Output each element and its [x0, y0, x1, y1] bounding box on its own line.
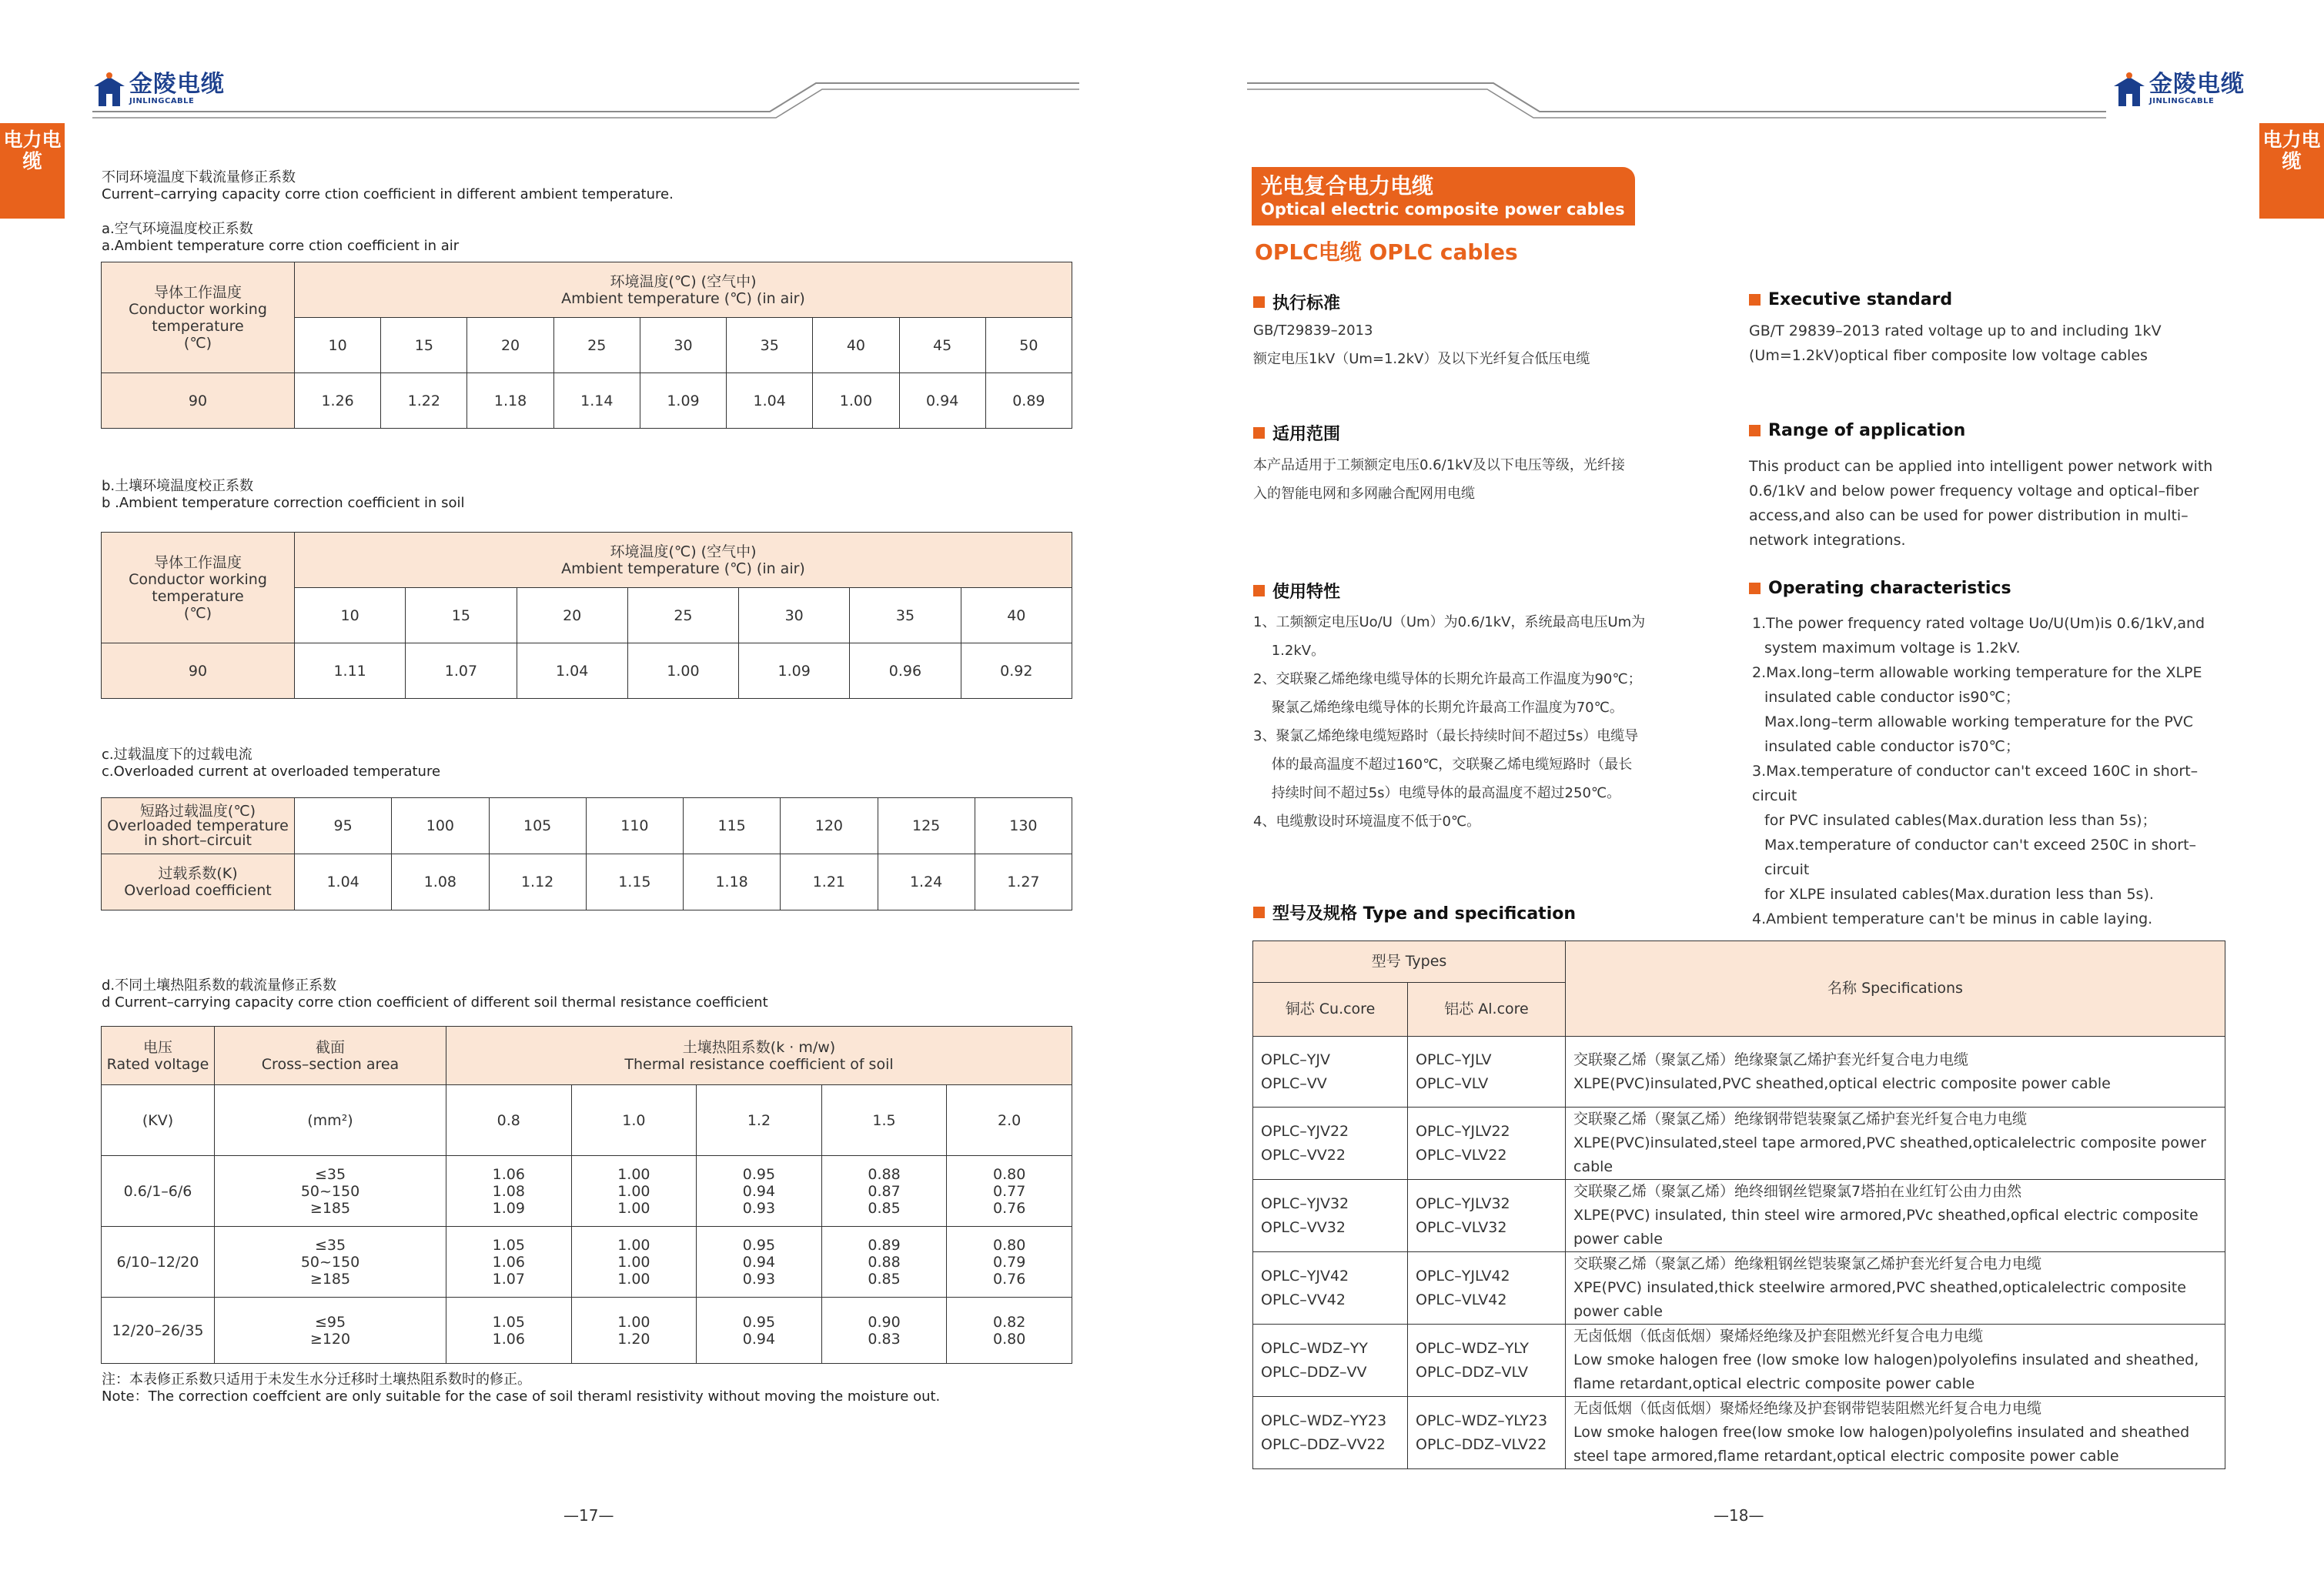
table-a-row-label: 90	[102, 373, 295, 429]
spec-table	[1252, 941, 2225, 1469]
brand-name-cn: 金陵电缆	[129, 71, 225, 98]
page-number-right: —18—	[1714, 1506, 1764, 1525]
note-cn: 注：本表修正系数只适用于未发生水分迁移时土壤热阻系数时的修正。	[102, 1372, 531, 1388]
table-d-sections: ≤35 50~150 ≥185	[215, 1227, 446, 1298]
range-heading-cn: 适用范围	[1253, 421, 1340, 445]
table-b-temp: 20	[517, 588, 627, 643]
table-c-value: 1.12	[489, 854, 586, 910]
brand-name-en: JINLINGCABLE	[2149, 97, 2215, 105]
oper-heading-en: Operating characteristics	[1749, 579, 2011, 598]
oper-heading-cn: 使用特性	[1253, 579, 1340, 603]
table-c-temp: 115	[684, 798, 781, 854]
spec-row	[1253, 1397, 2225, 1469]
table-d-cell: 0.88 0.87 0.85	[821, 1156, 947, 1227]
table-d-voltage: 12/20–26/35	[102, 1298, 215, 1364]
range-heading-en: Range of application	[1749, 421, 1965, 440]
table-b-row-head: 导体工作温度 Conductor working temperature (℃)	[102, 533, 295, 643]
spec-head-cu: 铜芯 Cu.core	[1253, 983, 1408, 1037]
spec-name: 交联聚乙烯（聚氯乙烯）绝缘钢带铠装聚氯乙烯护套光纤复合电力电缆 XLPE(PVC)insulated,steel tape armored,PVC sheathed,opticalelectric composite power cable	[1566, 1108, 2225, 1180]
bullet-square-icon	[1749, 294, 1761, 306]
table-b-temp: 10	[295, 588, 406, 643]
table-a-value: 0.89	[985, 373, 1072, 429]
table-d-cell: 0.89 0.88 0.85	[821, 1227, 947, 1298]
table-d-cell: 1.00 1.00 1.00	[571, 1227, 697, 1298]
table-b-row-label: 90	[102, 643, 295, 699]
bullet-square-icon	[1253, 585, 1265, 596]
spec-head-types: 型号 Types	[1253, 941, 1566, 983]
table-c-value: 1.21	[781, 854, 878, 910]
spec-row	[1253, 1325, 2225, 1397]
table-c-temp: 130	[975, 798, 1072, 854]
table-a	[101, 262, 1072, 429]
spec-cu: OPLC–YJV42 OPLC–VV42	[1253, 1252, 1408, 1325]
table-d	[101, 1026, 1072, 1364]
table-d-head-thermal: 土壤热阻系数(k · m/w) Thermal resistance coefficient of soil	[446, 1027, 1072, 1085]
table-d-caption-en: d Current–carrying capacity corre ction coefficient of different soil thermal resistance coefficient	[102, 994, 768, 1011]
spec-name: 无卤低烟（低卤低烟）聚烯烃绝缘及护套钢带铠装阻燃光纤复合电力电缆 Low smoke halogen free(low smoke low halogen)polyolefins insulated and sheathed steel tape armored,flame retardant,optical electric composite power cable	[1566, 1397, 2225, 1469]
table-b-col-head: 环境温度(℃) (空气中) Ambient temperature (℃) (in air)	[295, 533, 1072, 588]
table-a-caption-cn: a.空气环境温度校正系数	[102, 221, 253, 237]
table-a-temp: 50	[985, 318, 1072, 373]
spec-row	[1253, 1180, 2225, 1252]
side-tab-left: 电力电缆	[0, 123, 65, 219]
header-rule-right	[1247, 71, 2248, 120]
table-a-temp: 15	[381, 318, 467, 373]
table-a-value: 1.18	[467, 373, 553, 429]
spec-cu: OPLC–YJV OPLC–VV	[1253, 1037, 1408, 1108]
table-a-temp: 25	[553, 318, 640, 373]
table-b-value: 0.92	[961, 643, 1072, 699]
note-en: Note：The correction coeffcient are only suitable for the case of soil theraml resistivity without moving the moisture out.	[102, 1388, 941, 1405]
spec-name: 交联聚乙烯（聚氯乙烯）绝缘聚氯乙烯护套光纤复合电力电缆 XLPE(PVC)insulated,PVC sheathed,optical electric composite power cable	[1566, 1037, 2225, 1108]
table-b-temp: 25	[627, 588, 738, 643]
spec-row	[1253, 1108, 2225, 1180]
table-d-thermal-value: 1.0	[571, 1085, 697, 1156]
table-b-temp: 15	[406, 588, 517, 643]
spec-head-al: 铝芯 Al.core	[1408, 983, 1566, 1037]
table-a-value: 1.00	[813, 373, 899, 429]
table-d-row	[102, 1156, 1072, 1227]
table-d-thermal-value: 1.5	[821, 1085, 947, 1156]
bullet-square-icon	[1749, 583, 1761, 594]
intro-caption	[102, 169, 674, 203]
spec-al: OPLC–YJLV32 OPLC–VLV32	[1408, 1180, 1566, 1252]
table-c-temp: 95	[295, 798, 392, 854]
spec-head-name: 名称 Specifications	[1566, 941, 2225, 1037]
table-b-value: 1.07	[406, 643, 517, 699]
bullet-square-icon	[1749, 425, 1761, 436]
table-a-temp: 40	[813, 318, 899, 373]
spec-al: OPLC–WDZ–YLY OPLC–DDZ–VLV	[1408, 1325, 1566, 1397]
spec-al: OPLC–YJLV22 OPLC–VLV22	[1408, 1108, 1566, 1180]
header-rule-left	[0, 71, 1093, 120]
table-c	[101, 797, 1072, 910]
table-d-cell: 0.90 0.83	[821, 1298, 947, 1364]
spec-al: OPLC–WDZ–YLY23 OPLC–DDZ–VLV22	[1408, 1397, 1566, 1469]
range-text-cn: 本产品适用于工频额定电压0.6/1kV及以下电压等级，光纤接 入的智能电网和多网融合配网用电缆	[1253, 457, 1625, 502]
table-d-cell: 1.06 1.08 1.09	[446, 1156, 572, 1227]
table-d-caption-cn: d.不同土壤热阻系数的载流量修正系数	[102, 977, 337, 994]
table-d-unit-voltage: (KV)	[102, 1085, 215, 1156]
spec-row	[1253, 1037, 2225, 1108]
table-a-value: 1.26	[295, 373, 381, 429]
table-a-value: 1.04	[727, 373, 813, 429]
table-d-note	[102, 1370, 940, 1404]
exec-text-cn: GB/T29839–2013 额定电压1kV（Um=1.2kV）及以下光纤复合低压电缆	[1253, 322, 1590, 367]
table-c-value: 1.04	[295, 854, 392, 910]
table-d-head-section: 截面 Cross–section area	[215, 1027, 446, 1085]
table-d-cell: 1.00 1.00 1.00	[571, 1156, 697, 1227]
table-c-caption	[102, 747, 440, 780]
bullet-square-icon	[1253, 296, 1265, 308]
table-a-value: 1.09	[640, 373, 726, 429]
table-d-cell: 0.95 0.94	[697, 1298, 822, 1364]
spec-row	[1253, 1252, 2225, 1325]
table-d-cell: 1.05 1.06 1.07	[446, 1227, 572, 1298]
table-b-value: 1.00	[627, 643, 738, 699]
table-a-value: 0.94	[899, 373, 985, 429]
table-b-value: 1.09	[739, 643, 850, 699]
title-underline	[1252, 224, 1635, 226]
table-c-temp: 120	[781, 798, 878, 854]
brand-name-cn: 金陵电缆	[2149, 71, 2245, 98]
table-b-value: 0.96	[850, 643, 961, 699]
table-c-temp: 105	[489, 798, 586, 854]
table-c-caption-en: c.Overloaded current at overloaded temperature	[102, 763, 441, 780]
table-d-caption	[102, 977, 768, 1011]
table-d-unit-section: (mm²)	[215, 1085, 446, 1156]
spec-cu: OPLC–YJV22 OPLC–VV22	[1253, 1108, 1408, 1180]
table-b-temp: 30	[739, 588, 850, 643]
table-a-value: 1.22	[381, 373, 467, 429]
exec-heading-en: Executive standard	[1749, 290, 1952, 309]
table-d-sections: ≤95 ≥120	[215, 1298, 446, 1364]
bullet-square-icon	[1253, 907, 1265, 918]
table-a-value: 1.14	[553, 373, 640, 429]
table-a-caption	[102, 221, 459, 255]
table-d-row	[102, 1298, 1072, 1364]
spec-heading: 型号及规格 Type and specification	[1253, 900, 1576, 924]
table-c-value: 1.27	[975, 854, 1072, 910]
section-title-cn: 光电复合电力电缆	[1261, 173, 1434, 199]
spec-al: OPLC–YJLV42 OPLC–VLV42	[1408, 1252, 1566, 1325]
table-a-caption-en: a.Ambient temperature corre ction coefficient in air	[102, 238, 460, 254]
spec-cu: OPLC–WDZ–YY23 OPLC–DDZ–VV22	[1253, 1397, 1408, 1469]
table-d-thermal-value: 1.2	[697, 1085, 822, 1156]
table-c-value: 1.18	[684, 854, 781, 910]
section-subtitle: OPLC电缆 OPLC cables	[1255, 239, 1518, 265]
oper-text-en: 1.The power frequency rated voltage Uo/U(Um)is 0.6/1kV,and system maximum voltage is 1.2kV. 2.Max.long–term allowable working temperature for the XLPE insulated cable conductor is90℃； Max.long–term allowable working temperature for the PVC insulated cable conductor is70℃； 3.Max.temperature of conductor can't exceed 160C in short–circuit for PVC insulated cables(Max.duration less than 5s)； Max.temperature of conductor can't exceed 250C in short–circuit for XLPE insulated cables(Max.duration less than 5s). 4.Ambient temperature can't be minus in cable laying.	[1752, 615, 2205, 927]
table-c-value: 1.15	[586, 854, 683, 910]
table-b-caption	[102, 478, 465, 512]
table-c-row2-head: 过载系数(K) Overload coefficient	[102, 854, 295, 910]
table-a-col-head: 环境温度(℃) (空气中) Ambient temperature (℃) (in air)	[295, 262, 1072, 318]
table-d-cell: 0.95 0.94 0.93	[697, 1227, 822, 1298]
table-c-temp: 100	[392, 798, 489, 854]
table-b-temp: 35	[850, 588, 961, 643]
table-d-voltage: 0.6/1–6/6	[102, 1156, 215, 1227]
spec-al: OPLC–YJLV OPLC–VLV	[1408, 1037, 1566, 1108]
exec-heading-cn: 执行标准	[1253, 290, 1340, 314]
section-title-en: Optical electric composite power cables	[1261, 200, 1625, 219]
intro-caption-cn: 不同环境温度下载流量修正系数	[102, 169, 296, 185]
table-b-caption-cn: b.土壤环境温度校正系数	[102, 478, 254, 494]
brand-logo-icon	[2114, 72, 2145, 106]
section-title-box	[1252, 167, 1635, 224]
table-d-thermal-value: 0.8	[446, 1085, 572, 1156]
table-b	[101, 532, 1072, 699]
table-d-cell: 1.00 1.20	[571, 1298, 697, 1364]
table-d-row	[102, 1227, 1072, 1298]
table-a-row-head: 导体工作温度 Conductor working temperature (℃)	[102, 262, 295, 373]
intro-caption-en: Current–carrying capacity corre ction coefficient in different ambient temperature.	[102, 186, 674, 202]
table-d-cell: 1.05 1.06	[446, 1298, 572, 1364]
table-d-cell: 0.95 0.94 0.93	[697, 1156, 822, 1227]
spec-cu: OPLC–YJV32 OPLC–VV32	[1253, 1180, 1408, 1252]
table-a-temp: 35	[727, 318, 813, 373]
table-b-value: 1.11	[295, 643, 406, 699]
table-d-cell: 0.80 0.77 0.76	[947, 1156, 1072, 1227]
table-c-caption-cn: c.过载温度下的过载电流	[102, 747, 252, 763]
brand-name-en: JINLINGCABLE	[129, 97, 195, 105]
side-tab-right: 电力电缆	[2259, 123, 2324, 219]
page-number-left: —17—	[563, 1506, 614, 1525]
spec-cu: OPLC–WDZ–YY OPLC–DDZ–VV	[1253, 1325, 1408, 1397]
spec-name: 无卤低烟（低卤低烟）聚烯烃绝缘及护套阻燃光纤复合电力电缆 Low smoke halogen free (low smoke low halogen)polyolefins insulated and sheathed, flame retardant,optical electric composite power cable	[1566, 1325, 2225, 1397]
table-c-value: 1.08	[392, 854, 489, 910]
table-c-row1-head: 短路过载温度(℃) Overloaded temperature in short–circuit	[102, 798, 295, 854]
range-text-en: This product can be applied into intelligent power network with 0.6/1kV and below power frequency voltage and optical–fiber access,and also can be used for power distribution in multi– network integrations.	[1749, 458, 2213, 549]
exec-text-en: GB/T 29839–2013 rated voltage up to and including 1kV (Um=1.2kV)optical fiber composite low voltage cables	[1749, 322, 2162, 364]
table-d-head-voltage: 电压 Rated voltage	[102, 1027, 215, 1085]
brand-logo-right	[2114, 72, 2245, 106]
oper-text-cn: 1、工频额定电压Uo/U（Um）为0.6/1kV，系统最高电压Um为 1.2kV。 2、交联聚乙烯绝缘电缆导体的长期允许最高工作温度为90℃； 聚氯乙烯绝缘电缆导体的长期允许最高工作温度为70℃。 3、聚氯乙烯绝缘电缆短路时（最长持续时间不超过5s）电缆导 体的最高温度不超过160℃，交联聚乙烯电缆短路时（最长 持续时间不超过5s）电缆导体的最高温度不超过250℃。 4、电缆敷设时环境温度不低于0℃。	[1253, 614, 1646, 830]
table-c-value: 1.24	[878, 854, 975, 910]
table-a-temp: 45	[899, 318, 985, 373]
table-d-sections: ≤35 50~150 ≥185	[215, 1156, 446, 1227]
spec-name: 交联聚乙烯（聚氯乙烯）绝终细钢丝铠聚氯7塔拍在业红钉公由力由然 XLPE(PVC) insulated, thin steel wire armored,PVc sheathed,opfical electric composite power cable	[1566, 1180, 2225, 1252]
table-b-caption-en: b .Ambient temperature correction coefficient in soil	[102, 495, 465, 511]
bullet-square-icon	[1253, 427, 1265, 439]
table-d-cell: 0.80 0.79 0.76	[947, 1227, 1072, 1298]
table-a-temp: 20	[467, 318, 553, 373]
table-b-temp: 40	[961, 588, 1072, 643]
table-d-cell: 0.82 0.80	[947, 1298, 1072, 1364]
table-c-temp: 125	[878, 798, 975, 854]
table-d-voltage: 6/10–12/20	[102, 1227, 215, 1298]
table-b-value: 1.04	[517, 643, 627, 699]
table-d-thermal-value: 2.0	[947, 1085, 1072, 1156]
spec-name: 交联聚乙烯（聚氯乙烯）绝缘粗钢丝铠装聚氯乙烯护套光纤复合电力电缆 XPE(PVC) insulated,thick steelwire armored,PVC sheathed,opticalelectric composite power cable	[1566, 1252, 2225, 1325]
table-c-temp: 110	[586, 798, 683, 854]
table-a-temp: 30	[640, 318, 726, 373]
table-a-temp: 10	[295, 318, 381, 373]
